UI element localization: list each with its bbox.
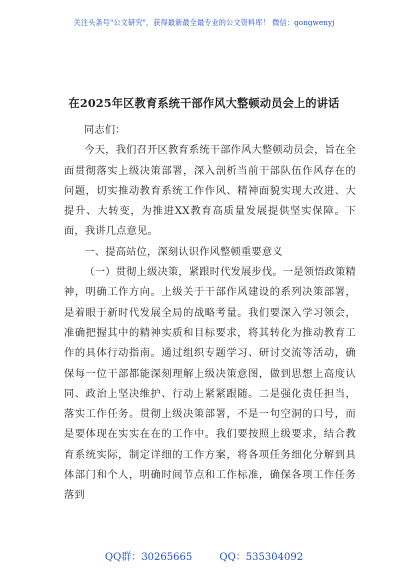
footer-qq: QQ：535304092 <box>219 552 304 563</box>
intro-paragraph: 今天，我们召开区教育系统干部作风大整顿动员会，旨在全面贯彻落实上级决策部署，深入剖析当前干部队伍作风存在的问题，切实推动教育系统工作作风、精神面貌实现大改进、大提升、大转变，为推进XX教育高质量发展提供坚实保障。下面，我讲几点意见。 <box>64 145 356 238</box>
document-title: 在2025年区教育系统干部作风大整顿动员会上的讲话 <box>68 96 340 110</box>
footer <box>0 552 408 564</box>
document-body <box>64 121 356 507</box>
top-banner: 关注头条号"公文研究"，获得最新最全最专业的公文资料库！ 微信：gongwenyj <box>73 18 335 27</box>
footer-qq-group: QQ群：30265665 <box>104 552 193 563</box>
content-paragraph: （一）贯彻上级决策，紧跟时代发展步伐。一是领悟政策精神，明确工作方向。上级关于干部作风建设的系列决策部署，是着眼于新时代发展全局的战略考量。我们要深入学习领会，准确把握其中的精神实质和目标要求，将其转化为推动教育工作的具体行动指南。通过组织专题学习、研讨交流等活动，确保每一位干部都能深刻理解上级决策意图，做到思想上高度认同、政治上坚决维护、行动上紧紧跟随。二是强化责任担当，落实工作任务。贯彻上级决策部署，不是一句空洞的口号，而是要体现在实实在在的工作中。我们要按照上级要求，结合教育系统实际，制定详细的工作方案，将各项任务细化分解到具体部门和个人，明确时间节点和工作标准，确保各项工作任务落到 <box>64 267 356 502</box>
section-heading: 一、提高站位，深刻认识作风整顿重要意义 <box>84 246 283 258</box>
greeting: 同志们： <box>84 125 126 136</box>
